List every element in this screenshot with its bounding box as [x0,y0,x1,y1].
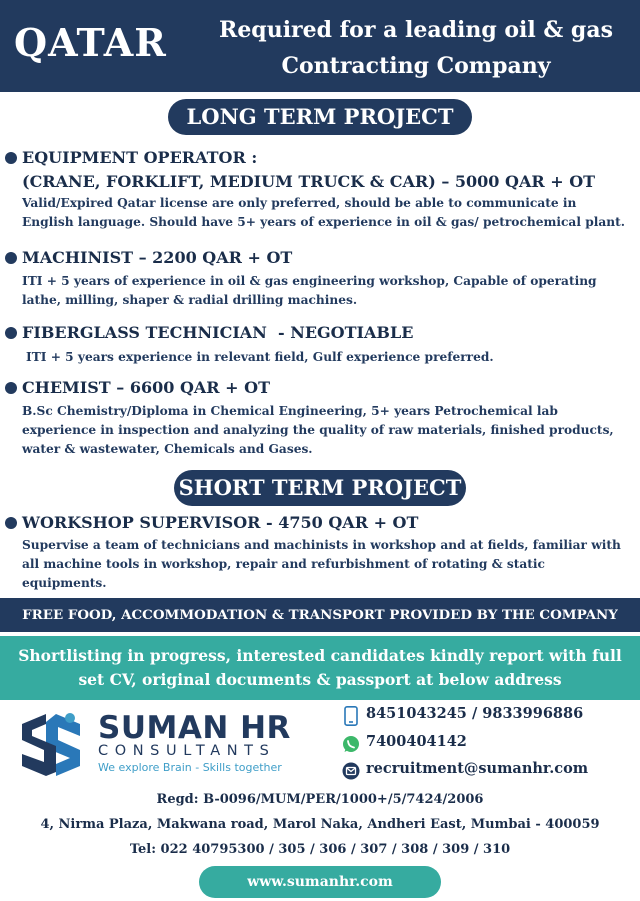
brand-name: SUMAN HR [98,710,291,746]
brand-subtitle: CONSULTANTS [98,743,276,759]
street-address: 4, Nirma Plaza, Makwana road, Marol Naka, Andheri East, Mumbai - 400059 [40,817,600,832]
job-description-line: water & wastewater, Chemicals and Gases. [22,442,313,456]
job-title: MACHINIST – 2200 QAR + OT [22,248,293,267]
job-description [0,194,640,232]
job-description [0,402,640,459]
header-title-line2: Contracting Company [281,53,551,79]
job-machinist [0,247,640,310]
notice-line: set CV, original documents & passport at below address [78,670,562,689]
header-title-line1: Required for a leading oil & gas [219,17,613,43]
job-description-line: lathe, milling, shaper & radial drilling machines. [22,293,358,307]
notice-line: Shortlisting in progress, interested candidates kindly report with full [18,646,622,665]
job-description-line: B.Sc Chemistry/Diploma in Chemical Engineering, 5+ years Petrochemical lab [22,404,558,418]
job-description-line: Supervise a team of technicians and machinists in workshop and at fields, familiar with [22,538,621,552]
email-address[interactable]: recruitment@sumanhr.com [366,760,589,777]
whatsapp-icon [342,734,360,754]
job-fiberglass-technician [0,322,640,367]
contact-whatsapp [342,732,634,756]
job-description [0,536,640,593]
mobile-phone-icon [342,706,360,726]
telephone-numbers: Tel: 022 40795300 / 305 / 306 / 307 / 308 / 309 / 310 [129,842,511,857]
job-description-line: English language. Should have 5+ years of experience in oil & gas/ petrochemical plant. [22,215,625,229]
whatsapp-number[interactable]: 7400404142 [366,733,467,750]
job-description [0,348,640,367]
suman-hr-logo-icon [18,710,84,780]
job-title-continued: (CRANE, FORKLIFT, MEDIUM TRUCK & CAR) – 5000 QAR + OT [22,172,596,191]
bullet-icon [5,382,17,394]
job-title: CHEMIST – 6600 QAR + OT [22,378,270,397]
phone-numbers[interactable]: 8451043245 / 9833996886 [366,705,584,722]
job-description-line: experience in inspection and analyzing the quality of raw materials, finished products, [22,423,614,437]
notice-banner [0,636,640,700]
job-description [0,272,640,310]
brand-tagline: We explore Brain - Skills together [98,761,282,774]
job-title: EQUIPMENT OPERATOR : [22,148,258,167]
email-icon [342,761,360,781]
job-description-line: Valid/Expired Qatar license are only preferred, should be able to communicate in [22,196,577,210]
benefits-banner: FREE FOOD, ACCOMMODATION & TRANSPORT PROVIDED BY THE COMPANY [0,598,640,632]
job-equipment-operator [0,147,640,232]
job-chemist [0,377,640,459]
bullet-icon [5,152,17,164]
bullet-icon [5,252,17,264]
job-description-line: equipments. [22,576,107,590]
bullet-icon [5,327,17,339]
job-description-line: ITI + 5 years of experience in oil & gas engineering workshop, Capable of operating [22,274,597,288]
contact-email [342,759,634,783]
contact-phone [342,704,634,728]
bullet-icon [5,517,17,529]
job-title: WORKSHOP SUPERVISOR - 4750 QAR + OT [22,513,419,532]
job-description-line: ITI + 5 years experience in relevant field, Gulf experience preferred. [26,350,494,364]
job-workshop-supervisor [0,512,640,593]
short-term-section-pill: SHORT TERM PROJECT [174,470,466,506]
country-title: QATAR [14,20,167,65]
long-term-section-pill: LONG TERM PROJECT [168,99,472,135]
website-link[interactable]: www.sumanhr.com [199,866,441,898]
header-banner [0,0,640,92]
registration-number: Regd: B-0096/MUM/PER/1000+/5/7424/2006 [156,792,484,807]
job-description-line: all machine tools in workshop, repair and refurbishment of rotating & static [22,557,545,571]
header-title [196,12,636,84]
job-title: FIBERGLASS TECHNICIAN - NEGOTIABLE [22,323,414,342]
